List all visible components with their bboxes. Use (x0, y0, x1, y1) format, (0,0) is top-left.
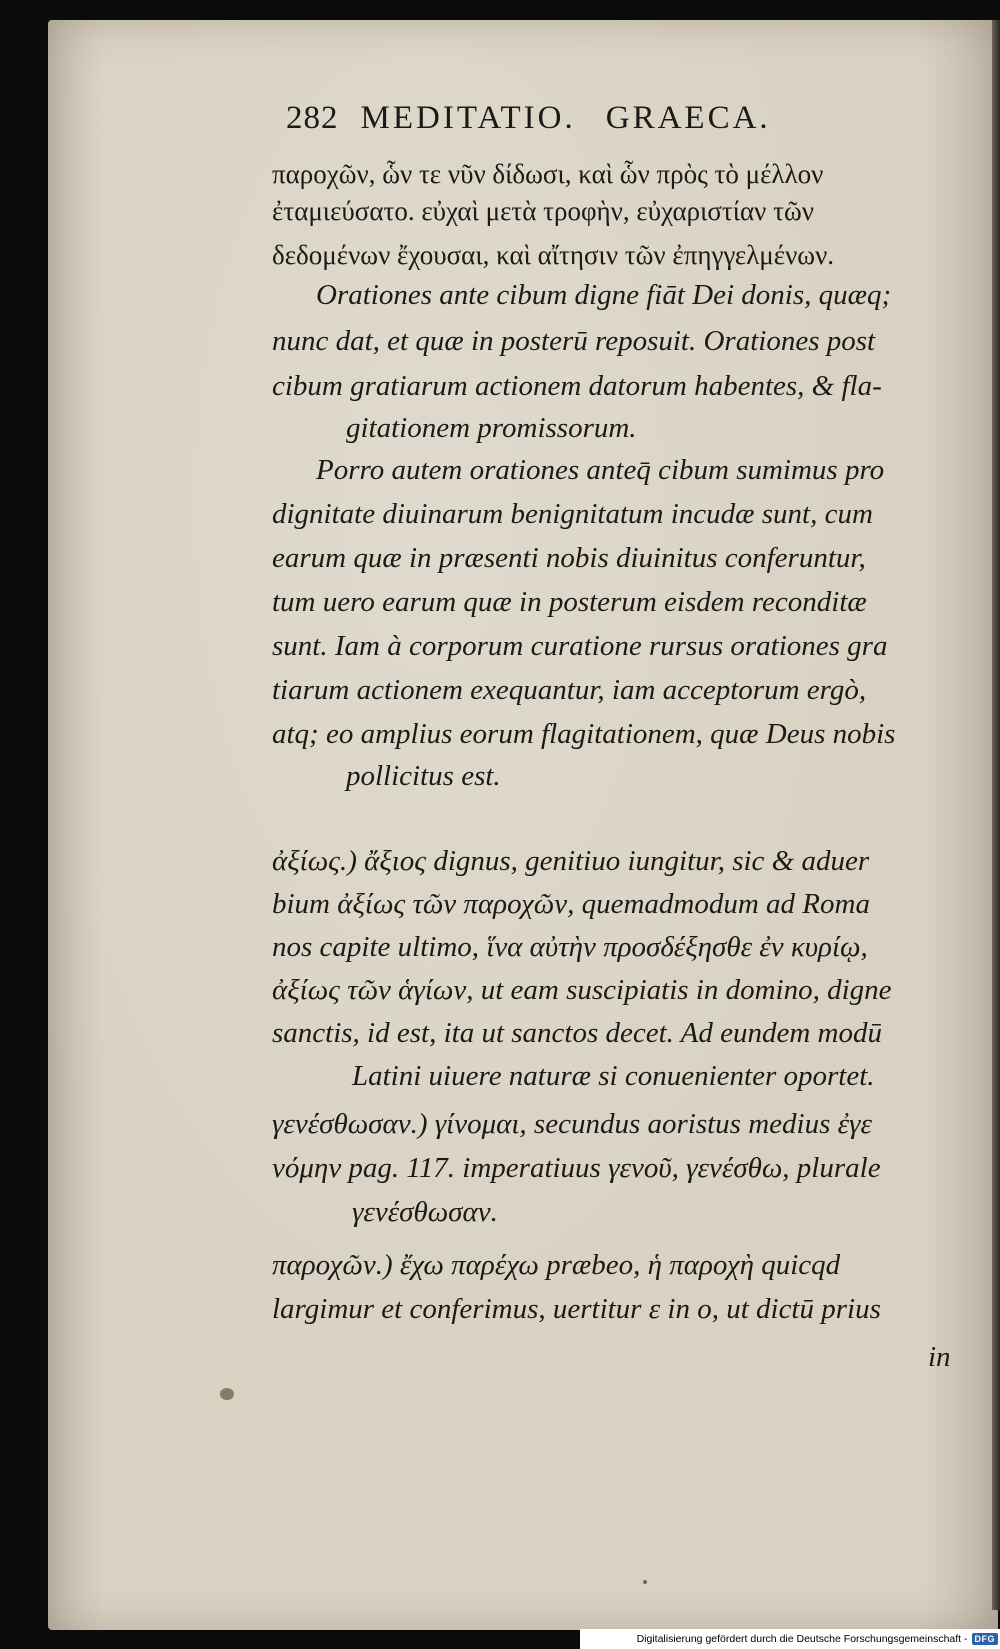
text-line: pollicitus est. (346, 760, 501, 792)
text-line: bium ἀξίως τῶν παροχῶν, quemadmodum ad Roma (272, 888, 870, 920)
text-line: sanctis, id est, ita ut sanctos decet. Ad eundem modū (272, 1017, 882, 1049)
text-line: παροχῶν.) ἔχω παρέχω præbeo, ἡ παροχὴ quicqd (272, 1249, 841, 1281)
text-line: nos capite ultimo, ἵνα αὐτὴν προσδέξησθε ἐν κυρίῳ, (272, 931, 868, 963)
text-line: earum quæ in præsenti nobis diuinitus conferuntur, (272, 542, 866, 574)
text-line: atq; eo amplius eorum flagitationem, quæ Deus nobis (272, 718, 896, 750)
text-line: nunc dat, et quæ in posterū reposuit. Orationes post (272, 325, 876, 357)
text-line: largimur et conferimus, uertitur ε in ο, ut dictū prius (272, 1293, 881, 1325)
text-line: γενέσθωσαν. (352, 1196, 498, 1228)
text-line: Porro autem orationes anteq̄ cibum sumimus pro (316, 454, 885, 486)
running-head-title: MEDITATIO. (360, 100, 576, 136)
text-line: ἀξίως τῶν ἁγίων, ut eam suscipiatis in domino, digne (272, 974, 892, 1006)
text-line: tum uero earum quæ in posterum eisdem reconditæ (272, 586, 867, 618)
funding-credit: Digitalisierung gefördert durch die Deutsche Forschungsgemeinschaft - (636, 1633, 968, 1645)
page-number: 282 (286, 100, 339, 136)
text-line: cibum gratiarum actionem datorum habentes, & fla- (272, 370, 882, 402)
text-line: ἐταμιεύσατο. εὐχαὶ μετὰ τροφὴν, εὐχαριστίαν τῶν (272, 196, 814, 226)
ink-smudge (220, 1388, 234, 1400)
text-line: Orationes ante cibum digne fiāt Dei donis, quæq; (316, 279, 892, 311)
text-line: sunt. Iam à corporum curatione rursus orationes gra (272, 630, 888, 662)
running-head-subtitle: GRAECA. (605, 100, 771, 136)
text-line: παροχῶν, ὧν τε νῦν δίδωσι, καὶ ὧν πρὸς τὸ μέλλον (272, 159, 824, 189)
text-line: tiarum actionem exequantur, iam acceptorum ergò, (272, 674, 867, 706)
digitization-footer (580, 1629, 1000, 1649)
ink-dot (643, 1580, 647, 1584)
dfg-logo-icon: DFG (972, 1633, 999, 1645)
catchword: in (928, 1341, 951, 1373)
text-line: δεδομένων ἔχουσαι, καὶ αἴτησιν τῶν ἐπηγγελμένων. (272, 240, 835, 270)
text-line: gitationem promissorum. (346, 412, 637, 444)
text-line: γενέσθωσαν.) γίνομαι, secundus aoristus medius ἐγε (272, 1108, 872, 1140)
text-line: dignitate diuinarum benignitatum incudæ sunt, cum (272, 498, 873, 530)
text-line: Latini uiuere naturæ si conuenienter oportet. (352, 1060, 875, 1092)
text-line: νόμην pag. 117. imperatiuus γενοῦ, γενέσθω, plurale (272, 1152, 881, 1184)
text-line: ἀξίως.) ἄξιος dignus, genitiuo iungitur, sic & aduer (272, 845, 870, 877)
